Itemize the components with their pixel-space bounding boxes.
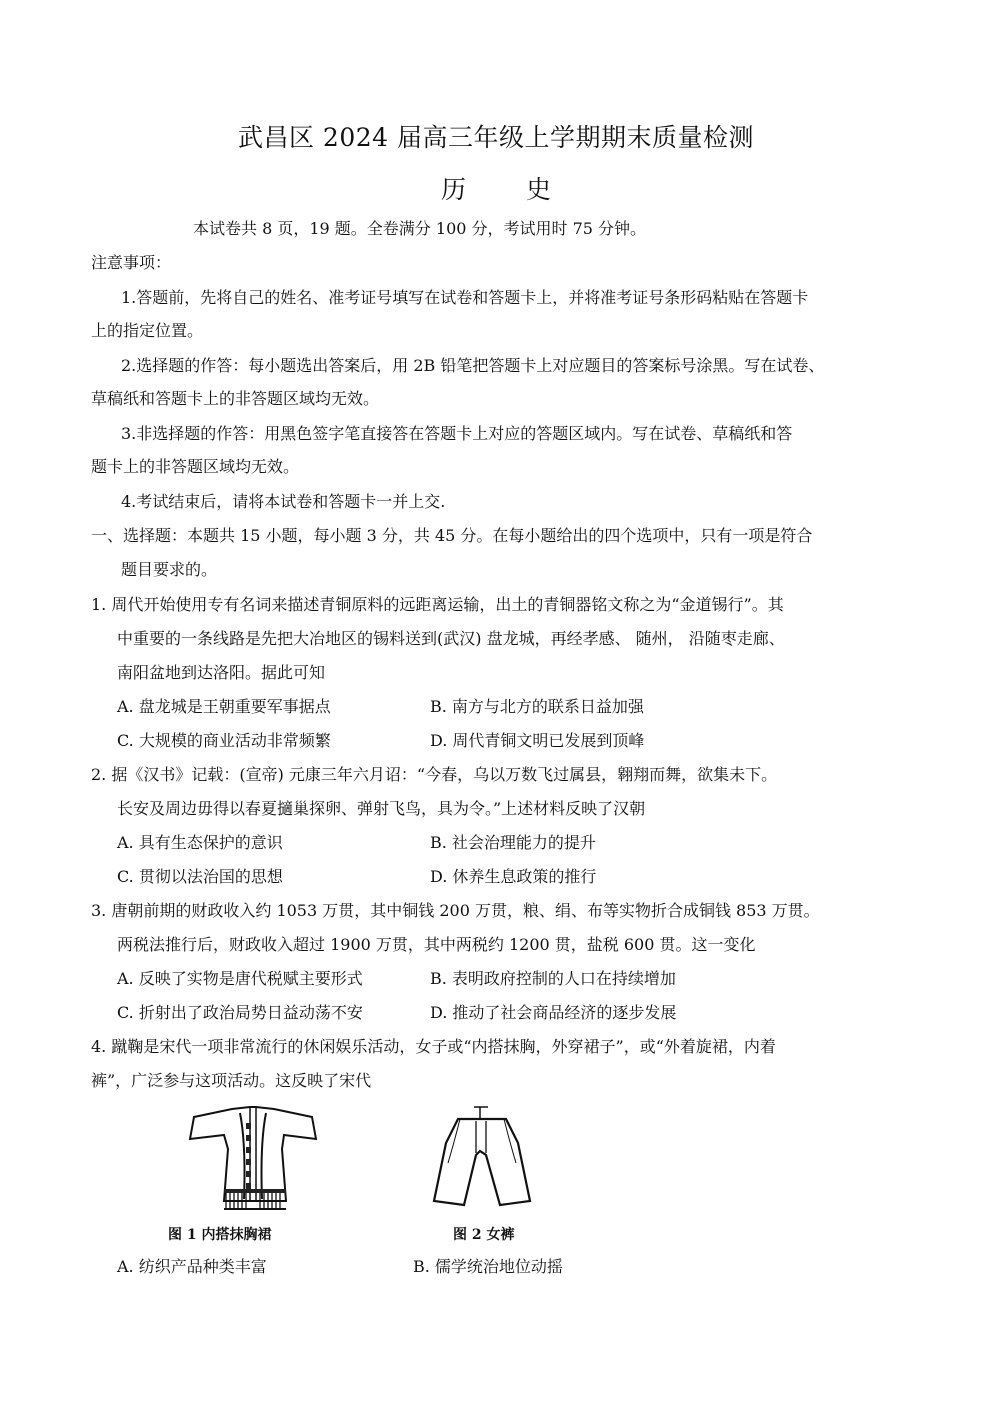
notice-heading: 注意事项：: [91, 253, 172, 272]
exam-title: 武昌区 2024 届高三年级上学期期末质量检测: [237, 123, 755, 152]
section-1-heading-line-1: 一、选择题：本题共 15 小题，每小题 3 分，共 45 分。在每小题给出的四个选项中，只有一项是符合: [91, 526, 813, 545]
q1-option-d: D. 周代青铜文明已发展到顶峰: [430, 731, 645, 750]
notice-item-2-line-1: 2.选择题的作答：每小题选出答案后，用 2B 铅笔把答题卡上对应题目的答案标号涂黑。写在试卷、: [121, 356, 825, 375]
q4-stem-line-1: 4. 蹴鞠是宋代一项非常流行的休闲娱乐活动，女子或“内搭抹胸，外穿裙子”，或“外着旋裙，内着: [91, 1037, 776, 1056]
q1-option-a: A. 盘龙城是王朝重要军事据点: [117, 697, 331, 716]
q2-stem-line-2: 长安及周边毋得以春夏擿巢探卵、弹射飞鸟，具为令。”上述材料反映了汉朝: [117, 799, 646, 818]
q3-option-a: A. 反映了实物是唐代税赋主要形式: [117, 969, 363, 988]
notice-item-3-line-2: 题卡上的非答题区域均无效。: [91, 457, 300, 476]
q1-option-c: C. 大规模的商业活动非常频繁: [117, 731, 331, 750]
q4-option-a: A. 纺织产品种类丰富: [117, 1257, 267, 1276]
q3-stem-line-2: 两税法推行后，财政收入超过 1900 万贯，其中两税约 1200 贯，盐税 600 贯。这一变化: [117, 935, 756, 954]
notice-item-1-line-1: 1.答题前，先将自己的姓名、准考证号填写在试卷和答题卡上，并将准考证号条形码粘贴在答题卡: [121, 288, 809, 307]
notice-item-4: 4.考试结束后，请将本试卷和答题卡一并上交.: [121, 492, 446, 511]
q2-option-d: D. 休养生息政策的推行: [430, 867, 597, 886]
q3-stem-line-1: 3. 唐朝前期的财政收入约 1053 万贯，其中铜钱 200 万贯，粮、绢、布等实物折合成铜钱 853 万贯。: [91, 901, 820, 920]
figure-1-caption: 图 1 内搭抹胸裙: [168, 1227, 272, 1243]
q2-option-a: A. 具有生态保护的意识: [117, 833, 283, 852]
subject-title: 历 史: [441, 175, 577, 204]
q1-stem-line-2: 中重要的一条线路是先把大冶地区的锡料送到(武汉) 盘龙城，再经孝感、 随州， 沿随枣走廊、: [117, 629, 785, 648]
exam-intro: 本试卷共 8 页，19 题。全卷满分 100 分，考试用时 75 分钟。: [193, 219, 647, 238]
notice-item-1-line-2: 上的指定位置。: [91, 321, 204, 340]
q2-option-b: B. 社会治理能力的提升: [430, 833, 596, 852]
notice-item-3-line-1: 3.非选择题的作答：用黑色签字笔直接答在答题卡上对应的答题区域内。写在试卷、草稿纸和答: [121, 424, 793, 443]
q1-option-b: B. 南方与北方的联系日益加强: [430, 697, 644, 716]
figure-2-caption: 图 2 女裤: [453, 1227, 515, 1243]
q3-option-c: C. 折射出了政治局势日益动荡不安: [117, 1003, 363, 1022]
q1-stem-line-1: 1. 周代开始使用专有名词来描述青铜原料的远距离运输，出土的青铜器铭文称之为“金道锡行”。其: [91, 595, 784, 614]
q3-option-d: D. 推动了社会商品经济的逐步发展: [430, 1003, 677, 1022]
q2-option-c: C. 贯彻以法治国的思想: [117, 867, 283, 886]
section-1-heading-line-2: 题目要求的。: [121, 560, 218, 579]
q3-option-b: B. 表明政府控制的人口在持续增加: [430, 969, 676, 988]
trousers-illustration: [430, 1103, 535, 1213]
notice-item-2-line-2: 草稿纸和答题卡上的非答题区域均无效。: [91, 389, 380, 408]
q4-option-b: B. 儒学统治地位动摇: [413, 1257, 563, 1276]
robe-illustration: [188, 1103, 318, 1215]
q4-stem-line-2: 裤”，广泛参与这项活动。这反映了宋代: [91, 1071, 372, 1090]
q2-stem-line-1: 2. 据《汉书》记载：(宣帝) 元康三年六月诏：“今春，乌以万数飞过属县，翱翔而舞，欲集未下。: [91, 765, 778, 784]
q1-stem-line-3: 南阳盆地到达洛阳。据此可知: [117, 663, 326, 682]
